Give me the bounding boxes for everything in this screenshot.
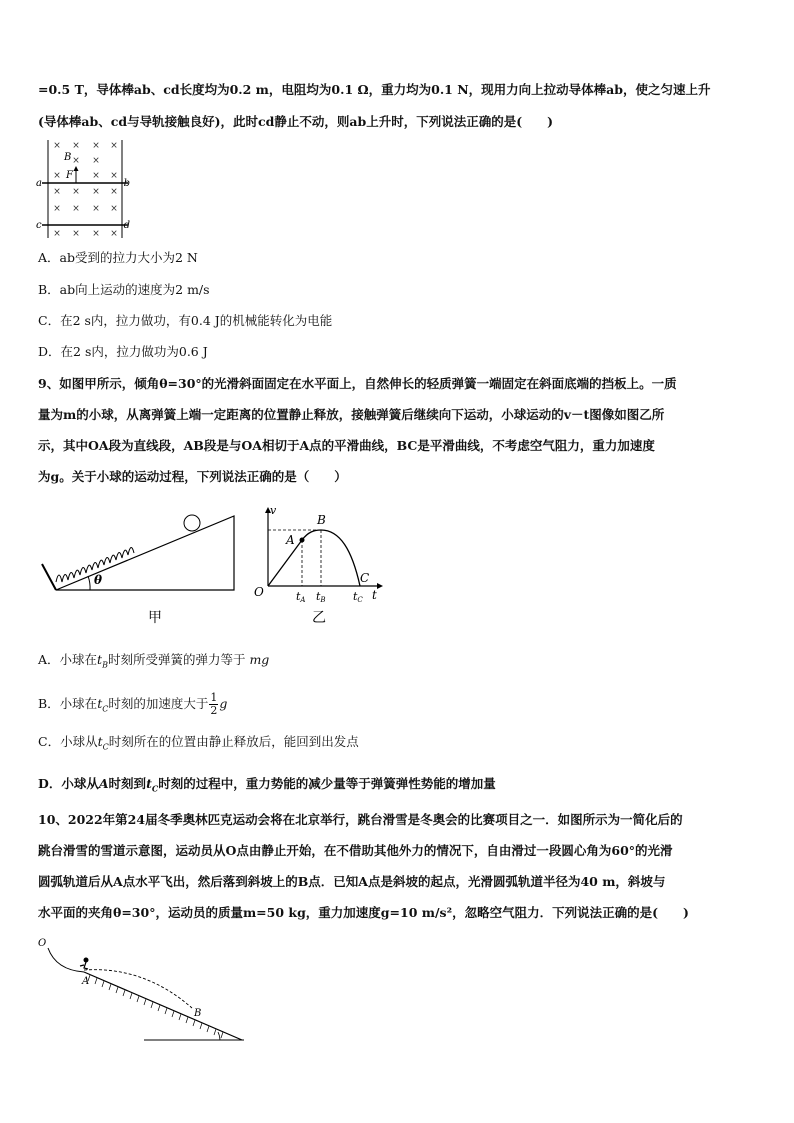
- axis-label-v: v: [270, 504, 277, 517]
- q9-line-2: 量为m的小球，从离弹簧上端一定距离的位置静止释放，接触弹簧后继续向下运动，小球运动的v－t图像如图乙所: [38, 407, 665, 422]
- ski-jump-figure: [34, 932, 254, 1048]
- point-label-A: A: [82, 976, 90, 987]
- svg-text:×: ×: [53, 141, 61, 151]
- q8-option-b: B．ab向上运动的速度为2 m/s: [38, 282, 210, 297]
- svg-text:×: ×: [92, 171, 100, 181]
- q10-line-2: 跳台滑雪的雪道示意图，运动员从O点由静止开始，在不借助其他外力的情况下，自由滑过一段圆心角为60°的光滑: [38, 843, 673, 858]
- field-label-B: B: [64, 152, 72, 163]
- svg-text:×: ×: [53, 204, 61, 214]
- fig-caption-jia: 甲: [148, 610, 162, 626]
- svg-text:×: ×: [92, 204, 100, 214]
- angle-theta: θ: [94, 573, 103, 587]
- svg-text:×: ×: [72, 204, 80, 214]
- point-label-c: c: [36, 220, 42, 231]
- svg-text:×: ×: [110, 171, 118, 181]
- axis-label-t: t: [372, 588, 377, 602]
- svg-text:×: ×: [92, 156, 100, 166]
- point-label-B: B: [194, 1008, 202, 1019]
- svg-text:×: ×: [72, 229, 80, 239]
- point-label-B: B: [317, 513, 326, 527]
- svg-text:×: ×: [110, 204, 118, 214]
- tick-tB: tB: [316, 590, 326, 604]
- q10-line-4: 水平面的夹角θ=30°，运动员的质量m=50 kg，重力加速度g=10 m/s²，忽略空气阻力．下列说法正确的是( ): [38, 905, 689, 920]
- q8-rail-figure: [30, 138, 130, 242]
- svg-text:×: ×: [92, 229, 100, 239]
- q9-line-1: 9、如图甲所示，倾角θ=30°的光滑斜面固定在水平面上，自然伸长的轻质弹簧一端固定在斜面底端的挡板上。一质: [38, 376, 677, 391]
- q8-option-a: A．ab受到的拉力大小为2 N: [38, 250, 198, 265]
- tick-tA: tA: [296, 590, 306, 604]
- fraction-one-half: $\frac{1}{2}$: [210, 691, 218, 717]
- svg-text:×: ×: [110, 187, 118, 197]
- point-label-d: d: [123, 220, 130, 231]
- svg-text:×: ×: [72, 156, 80, 166]
- force-label-F: F: [66, 170, 73, 181]
- point-label-b: b: [123, 178, 130, 189]
- incline-spring-figure: [36, 506, 246, 628]
- svg-text:×: ×: [72, 187, 80, 197]
- origin-label-O: O: [254, 585, 264, 599]
- tick-tC: tC: [353, 590, 363, 604]
- q9-option-c: C．小球从$t_C$时刻所在的位置由静止释放后，能回到出发点: [38, 734, 359, 752]
- q8-line-1: =0.5 T，导体棒ab、cd长度均为0.2 m，电阻均为0.1 Ω，重力均为0.1 N，现用力向上拉动导体棒ab，使之匀速上升: [38, 82, 711, 97]
- q9-option-a: A．小球在$t_B$时刻所受弹簧的弹力等于 mg: [38, 652, 270, 670]
- svg-text:×: ×: [53, 171, 61, 181]
- q10-line-3: 圆弧轨道后从A点水平飞出，然后落到斜坡上的B点．已知A点是斜坡的起点，光滑圆弧轨道半径为40 m，斜坡与: [38, 874, 666, 889]
- point-label-C: C: [360, 571, 370, 585]
- svg-text:×: ×: [92, 187, 100, 197]
- q9-option-b: B．小球在$t_C$时刻的加速度大于 $\frac{1}{2}$ g: [38, 691, 228, 717]
- point-label-O: O: [38, 938, 47, 949]
- svg-text:×: ×: [92, 141, 100, 151]
- svg-text:×: ×: [110, 141, 118, 151]
- q9-option-d: D．小球从A时刻到$t_C$时刻的过程中，重力势能的减少量等于弹簧弹性势能的增加量: [38, 776, 496, 794]
- q9-line-4: 为g。关于小球的运动过程，下列说法正确的是（ ）: [38, 469, 347, 484]
- q8-option-d: D．在2 s内，拉力做功为0.6 J: [38, 344, 208, 359]
- svg-text:×: ×: [53, 229, 61, 239]
- svg-text:×: ×: [72, 141, 80, 151]
- q8-option-c: C．在2 s内，拉力做功，有0.4 J的机械能转化为电能: [38, 313, 333, 328]
- q9-line-3: 示，其中OA段为直线段，AB段是与OA相切于A点的平滑曲线，BC是平滑曲线，不考虑空气阻力，重力加速度: [38, 438, 655, 453]
- q8-line-2: (导体棒ab、cd与导轨接触良好)，此时cd静止不动，则ab上升时，下列说法正确的是( ): [38, 114, 554, 129]
- point-label-a: a: [36, 178, 42, 189]
- fig-caption-yi: 乙: [312, 610, 326, 626]
- point-label-A: A: [286, 533, 295, 547]
- velocity-time-graph: [250, 500, 390, 630]
- q10-line-1: 10、2022年第24届冬季奥林匹克运动会将在北京举行，跳台滑雪是冬奥会的比赛项目之一．如图所示为一简化后的: [38, 812, 683, 827]
- svg-text:×: ×: [110, 229, 118, 239]
- svg-text:×: ×: [53, 187, 61, 197]
